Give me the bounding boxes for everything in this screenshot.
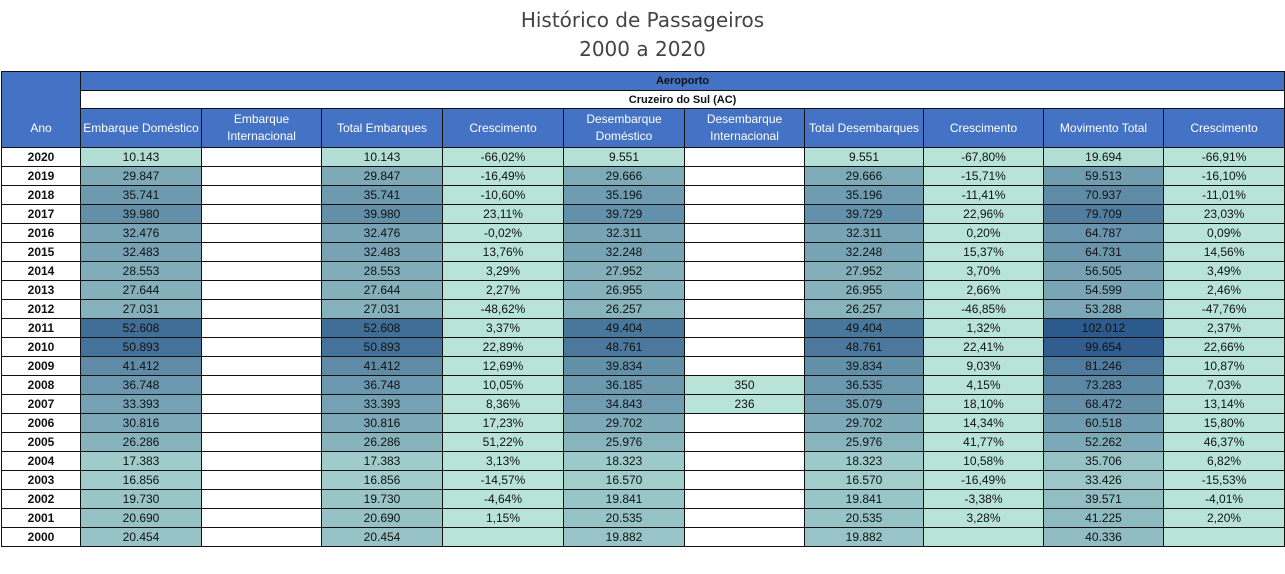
year-cell: 2013 [2, 281, 81, 300]
column-header: Crescimento [443, 109, 564, 148]
table-cell: 29.847 [81, 167, 202, 186]
table-cell: 39.834 [805, 357, 924, 376]
table-cell: 26.955 [564, 281, 685, 300]
table-cell: 18,10% [924, 395, 1044, 414]
table-cell: 3,70% [924, 262, 1044, 281]
year-cell: 2006 [2, 414, 81, 433]
table-cell: 17,23% [443, 414, 564, 433]
table-cell: 49.404 [564, 319, 685, 338]
table-cell: 10,87% [1164, 357, 1285, 376]
table-cell: 19.882 [564, 528, 685, 547]
table-cell: 25.976 [564, 433, 685, 452]
table-cell [202, 509, 322, 528]
year-cell: 2005 [2, 433, 81, 452]
table-row [2, 376, 1285, 395]
table-cell [202, 243, 322, 262]
table-cell: -11,01% [1164, 186, 1285, 205]
table-cell: 99.654 [1044, 338, 1164, 357]
table-cell: 10.143 [322, 148, 443, 167]
table-cell: 7,03% [1164, 376, 1285, 395]
year-column-header: Ano [2, 72, 81, 148]
table-cell: 41,77% [924, 433, 1044, 452]
table-cell: 70.937 [1044, 186, 1164, 205]
table-row [2, 357, 1285, 376]
table-cell: 34.843 [564, 395, 685, 414]
column-header: Embarque Internacional [202, 109, 322, 148]
table-cell: 35.741 [322, 186, 443, 205]
table-cell: -67,80% [924, 148, 1044, 167]
table-cell: 28.553 [81, 262, 202, 281]
column-header: Movimento Total [1044, 109, 1164, 148]
table-cell: -4,01% [1164, 490, 1285, 509]
table-cell: -3,38% [924, 490, 1044, 509]
table-cell: -47,76% [1164, 300, 1285, 319]
table-cell: 33.426 [1044, 471, 1164, 490]
table-cell: 16.856 [322, 471, 443, 490]
table-cell [685, 243, 805, 262]
table-cell: 36.748 [81, 376, 202, 395]
table-row [2, 509, 1285, 528]
table-cell: 36.748 [322, 376, 443, 395]
table-row [2, 452, 1285, 471]
table-cell: -48,62% [443, 300, 564, 319]
table-cell: 79.709 [1044, 205, 1164, 224]
table-cell: 13,14% [1164, 395, 1285, 414]
table-cell: 18.323 [805, 452, 924, 471]
table-cell [443, 528, 564, 547]
table-cell: 18.323 [564, 452, 685, 471]
table-cell [202, 148, 322, 167]
table-cell [202, 319, 322, 338]
table-cell: 56.505 [1044, 262, 1164, 281]
airport-subheader: Cruzeiro do Sul (AC) [81, 91, 1285, 109]
year-cell: 2009 [2, 357, 81, 376]
table-cell [202, 433, 322, 452]
table-cell: 33.393 [322, 395, 443, 414]
table-cell: 36.185 [564, 376, 685, 395]
table-cell: 46,37% [1164, 433, 1285, 452]
table-cell: 27.031 [81, 300, 202, 319]
table-cell: 23,11% [443, 205, 564, 224]
table-cell: 27.644 [81, 281, 202, 300]
table-cell [685, 452, 805, 471]
table-cell: 30.816 [81, 414, 202, 433]
table-row [2, 395, 1285, 414]
table-cell: 60.518 [1044, 414, 1164, 433]
table-cell [685, 509, 805, 528]
table-cell: 39.980 [81, 205, 202, 224]
table-cell: 50.893 [81, 338, 202, 357]
table-cell: 73.283 [1044, 376, 1164, 395]
table-cell: 51,22% [443, 433, 564, 452]
table-cell: -16,10% [1164, 167, 1285, 186]
table-cell: -0,02% [443, 224, 564, 243]
year-cell: 2011 [2, 319, 81, 338]
table-cell: 52.262 [1044, 433, 1164, 452]
table-cell [202, 452, 322, 471]
table-cell: -11,41% [924, 186, 1044, 205]
table-cell: 53.288 [1044, 300, 1164, 319]
table-cell: 28.553 [322, 262, 443, 281]
table-row [2, 471, 1285, 490]
table-cell: 29.847 [322, 167, 443, 186]
table-cell: -4,64% [443, 490, 564, 509]
table-cell: 16.570 [564, 471, 685, 490]
table-cell: 19.841 [564, 490, 685, 509]
table-cell: 52.608 [81, 319, 202, 338]
table-row [2, 490, 1285, 509]
table-cell: 2,37% [1164, 319, 1285, 338]
table-cell: 19.730 [322, 490, 443, 509]
table-row [2, 300, 1285, 319]
table-cell: -15,71% [924, 167, 1044, 186]
year-cell: 2020 [2, 148, 81, 167]
table-cell [202, 205, 322, 224]
table-cell: 3,49% [1164, 262, 1285, 281]
table-cell: 26.955 [805, 281, 924, 300]
year-cell: 2016 [2, 224, 81, 243]
table-cell: 1,32% [924, 319, 1044, 338]
table-row [2, 148, 1285, 167]
table-cell: 49.404 [805, 319, 924, 338]
table-cell [685, 471, 805, 490]
table-cell: 236 [685, 395, 805, 414]
table-cell: 39.729 [564, 205, 685, 224]
table-cell: 35.196 [564, 186, 685, 205]
table-cell: 30.816 [322, 414, 443, 433]
table-cell: 32.311 [564, 224, 685, 243]
table-cell: 32.248 [564, 243, 685, 262]
table-cell: -16,49% [443, 167, 564, 186]
table-row [2, 262, 1285, 281]
table-cell: 8,36% [443, 395, 564, 414]
table-cell: 22,41% [924, 338, 1044, 357]
table-cell [685, 262, 805, 281]
table-cell: -14,57% [443, 471, 564, 490]
column-header: Total Desembarques [805, 109, 924, 148]
table-cell: 3,37% [443, 319, 564, 338]
table-cell: -66,91% [1164, 148, 1285, 167]
table-cell: 3,29% [443, 262, 564, 281]
table-cell [1164, 528, 1285, 547]
table-cell: 20.454 [81, 528, 202, 547]
table-cell: 2,46% [1164, 281, 1285, 300]
table-cell: -16,49% [924, 471, 1044, 490]
table-cell: 26.257 [805, 300, 924, 319]
table-cell: 48.761 [805, 338, 924, 357]
table-cell: 10,58% [924, 452, 1044, 471]
year-cell: 2018 [2, 186, 81, 205]
table-cell: 25.976 [805, 433, 924, 452]
table-cell [685, 205, 805, 224]
table-cell: 20.690 [322, 509, 443, 528]
table-cell: 10.143 [81, 148, 202, 167]
table-cell: 22,96% [924, 205, 1044, 224]
table-cell [685, 300, 805, 319]
table-cell: 19.882 [805, 528, 924, 547]
table-cell: 15,37% [924, 243, 1044, 262]
table-cell: 19.694 [1044, 148, 1164, 167]
table-cell: 32.476 [322, 224, 443, 243]
table-cell: 35.741 [81, 186, 202, 205]
table-row [2, 319, 1285, 338]
table-cell [202, 262, 322, 281]
table-cell: 26.286 [81, 433, 202, 452]
table-cell: 29.666 [805, 167, 924, 186]
table-cell: 20.535 [564, 509, 685, 528]
table-cell: 102.012 [1044, 319, 1164, 338]
table-cell: 0,09% [1164, 224, 1285, 243]
table-cell: 35.706 [1044, 452, 1164, 471]
table-body [2, 148, 1285, 547]
table-cell [202, 376, 322, 395]
table-cell: 81.246 [1044, 357, 1164, 376]
table-cell: 16.570 [805, 471, 924, 490]
year-cell: 2007 [2, 395, 81, 414]
table-row [2, 338, 1285, 357]
table-cell: 41.412 [81, 357, 202, 376]
column-header: Total Embarques [322, 109, 443, 148]
table-cell: 23,03% [1164, 205, 1285, 224]
table-cell [202, 186, 322, 205]
table-cell: 52.608 [322, 319, 443, 338]
table-cell: 1,15% [443, 509, 564, 528]
table-cell: 68.472 [1044, 395, 1164, 414]
table-cell: 13,76% [443, 243, 564, 262]
table-cell: 40.336 [1044, 528, 1164, 547]
table-cell [685, 357, 805, 376]
table-cell: 2,20% [1164, 509, 1285, 528]
table-cell: 6,82% [1164, 452, 1285, 471]
table-cell: 59.513 [1044, 167, 1164, 186]
table-cell: 0,20% [924, 224, 1044, 243]
table-cell [685, 148, 805, 167]
table-cell [202, 414, 322, 433]
table-cell: 41.412 [322, 357, 443, 376]
table-cell: 4,15% [924, 376, 1044, 395]
table-cell: 19.730 [81, 490, 202, 509]
table-cell: 19.841 [805, 490, 924, 509]
table-cell: 32.248 [805, 243, 924, 262]
table-cell [685, 414, 805, 433]
table-row [2, 224, 1285, 243]
year-cell: 2001 [2, 509, 81, 528]
table-cell: 20.454 [322, 528, 443, 547]
table-cell: 26.286 [322, 433, 443, 452]
table-cell: 20.690 [81, 509, 202, 528]
table-cell: 17.383 [322, 452, 443, 471]
column-header: Desembarque Doméstico [564, 109, 685, 148]
table-row [2, 433, 1285, 452]
table-cell [202, 490, 322, 509]
table-cell: 54.599 [1044, 281, 1164, 300]
table-cell [202, 338, 322, 357]
table-cell [202, 395, 322, 414]
table-cell: 35.079 [805, 395, 924, 414]
table-row [2, 167, 1285, 186]
year-cell: 2008 [2, 376, 81, 395]
table-cell: 27.031 [322, 300, 443, 319]
table-cell: 48.761 [564, 338, 685, 357]
table-cell: 64.731 [1044, 243, 1164, 262]
table-cell: 3,13% [443, 452, 564, 471]
table-cell [685, 338, 805, 357]
column-header: Embarque Doméstico [81, 109, 202, 148]
table-cell: 29.702 [805, 414, 924, 433]
table-cell: 2,66% [924, 281, 1044, 300]
table-cell: 27.952 [564, 262, 685, 281]
table-row [2, 528, 1285, 547]
table-cell: 39.980 [322, 205, 443, 224]
table-row [2, 186, 1285, 205]
table-cell: 50.893 [322, 338, 443, 357]
year-cell: 2010 [2, 338, 81, 357]
table-cell [202, 471, 322, 490]
table-cell: -10,60% [443, 186, 564, 205]
table-cell [924, 528, 1044, 547]
table-cell: 2,27% [443, 281, 564, 300]
table-row [2, 281, 1285, 300]
column-header: Crescimento [924, 109, 1044, 148]
table-cell: 32.483 [322, 243, 443, 262]
table-cell: 33.393 [81, 395, 202, 414]
year-cell: 2000 [2, 528, 81, 547]
table-row [2, 414, 1285, 433]
year-cell: 2017 [2, 205, 81, 224]
table-cell: 32.476 [81, 224, 202, 243]
table-cell: -46,85% [924, 300, 1044, 319]
table-cell: 9.551 [564, 148, 685, 167]
table-cell: 20.535 [805, 509, 924, 528]
table-cell: 16.856 [81, 471, 202, 490]
table-cell: 22,89% [443, 338, 564, 357]
table-cell: 14,56% [1164, 243, 1285, 262]
table-cell: 32.483 [81, 243, 202, 262]
table-cell: 35.196 [805, 186, 924, 205]
chart-subtitle: 2000 a 2020 [579, 37, 706, 61]
table-cell [685, 167, 805, 186]
table-row [2, 205, 1285, 224]
table-cell [202, 224, 322, 243]
table-cell: 27.952 [805, 262, 924, 281]
table-cell: 29.702 [564, 414, 685, 433]
table-cell [685, 281, 805, 300]
passenger-table [1, 71, 1285, 547]
table-cell: 15,80% [1164, 414, 1285, 433]
table-cell: 14,34% [924, 414, 1044, 433]
table-cell [202, 528, 322, 547]
column-header: Crescimento [1164, 109, 1285, 148]
year-cell: 2003 [2, 471, 81, 490]
table-cell: 12,69% [443, 357, 564, 376]
table-cell: -66,02% [443, 148, 564, 167]
table-cell: 27.644 [322, 281, 443, 300]
year-cell: 2015 [2, 243, 81, 262]
table-cell [685, 433, 805, 452]
column-header: Desembarque Internacional [685, 109, 805, 148]
table-cell: 29.666 [564, 167, 685, 186]
table-cell [202, 300, 322, 319]
table-cell: 3,28% [924, 509, 1044, 528]
table-cell: 350 [685, 376, 805, 395]
year-cell: 2002 [2, 490, 81, 509]
table-cell [685, 528, 805, 547]
year-cell: 2004 [2, 452, 81, 471]
table-cell: 39.729 [805, 205, 924, 224]
table-cell [202, 167, 322, 186]
table-cell: 9.551 [805, 148, 924, 167]
table-cell: 17.383 [81, 452, 202, 471]
table-cell: 41.225 [1044, 509, 1164, 528]
table-cell [685, 186, 805, 205]
table-cell: 64.787 [1044, 224, 1164, 243]
table-row [2, 243, 1285, 262]
table-cell [685, 319, 805, 338]
table-cell [685, 490, 805, 509]
table-cell: 9,03% [924, 357, 1044, 376]
table-cell: 39.571 [1044, 490, 1164, 509]
table-cell: 10,05% [443, 376, 564, 395]
table-cell: 39.834 [564, 357, 685, 376]
chart-title: Histórico de Passageiros [520, 8, 765, 32]
year-cell: 2019 [2, 167, 81, 186]
group-header: Aeroporto [81, 72, 1285, 91]
table-cell: 36.535 [805, 376, 924, 395]
table-cell: 26.257 [564, 300, 685, 319]
table-cell [685, 224, 805, 243]
table-cell [202, 281, 322, 300]
table-cell [202, 357, 322, 376]
table-cell: 22,66% [1164, 338, 1285, 357]
year-cell: 2012 [2, 300, 81, 319]
table-cell: -15,53% [1164, 471, 1285, 490]
table-cell: 32.311 [805, 224, 924, 243]
year-cell: 2014 [2, 262, 81, 281]
